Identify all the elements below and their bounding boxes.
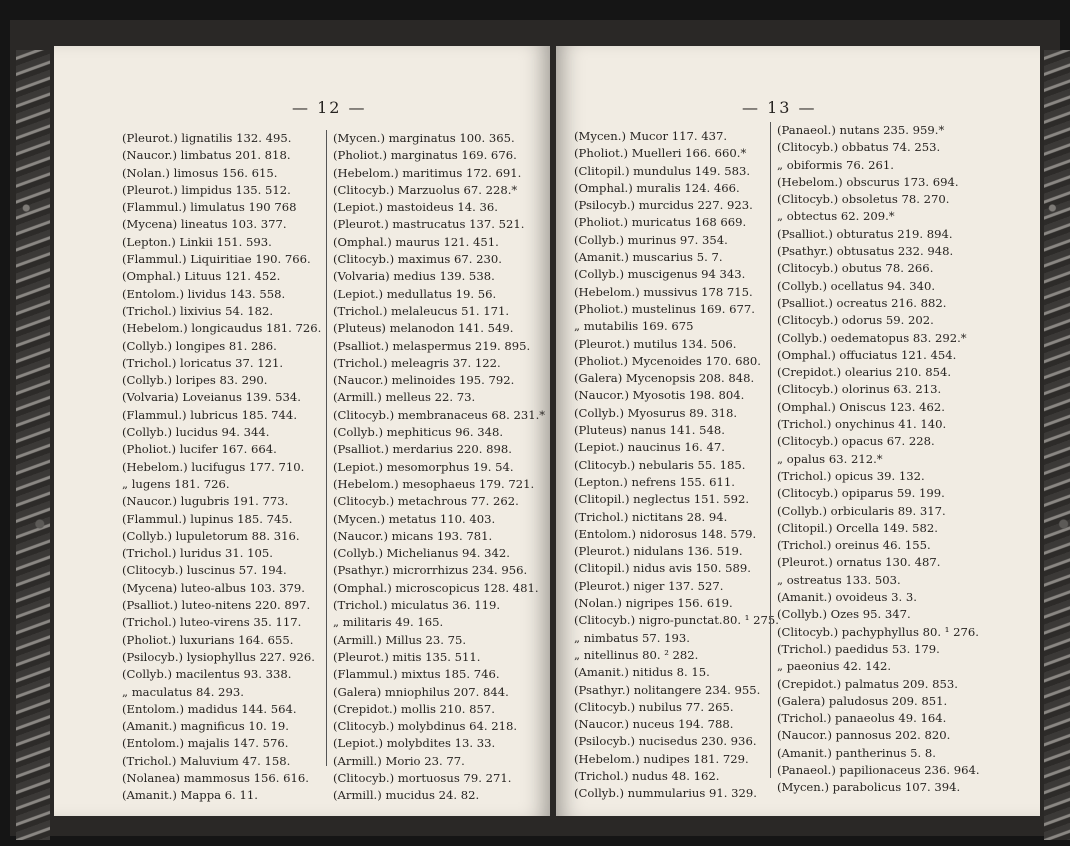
index-entry: (Psalliot.) melaspermus 219. 895. — [333, 338, 531, 353]
index-entry: (Clitocyb.) obbatus 74. 253. — [777, 140, 941, 155]
index-entry: (Pholiot.) Mycenoides 170. 680. — [574, 353, 761, 368]
index-entry: (Naucor.) nuceus 194. 788. — [574, 717, 734, 732]
index-entry: (Clitocyb.) nebularis 55. 185. — [574, 457, 746, 472]
index-entry: (Clitopil.) Orcella 149. 582. — [777, 520, 938, 535]
index-entry: (Mycena) lineatus 103. 377. — [122, 217, 287, 232]
index-entry: (Lepiot.) naucinus 16. 47. — [574, 440, 725, 455]
index-entry: (Pholiot.) Muelleri 166. 660.* — [574, 146, 747, 161]
index-entry: (Psilocyb.) nucisedus 230. 936. — [574, 734, 757, 749]
index-entry: (Clitocyb.) nigro-punctat.80. ¹ 275. — [574, 613, 779, 628]
index-entry: (Clitocyb.) membranaceus 68. 231.* — [333, 407, 546, 422]
index-entry: (Collyb.) ocellatus 94. 340. — [777, 278, 936, 293]
index-entry: (Volvaria) medius 139. 538. — [333, 269, 495, 284]
index-entry: (Psathyr.) nolitangere 234. 955. — [574, 682, 761, 697]
index-entry: (Pholiot.) mustelinus 169. 677. — [574, 301, 755, 316]
index-entry: (Flammul.) lupinus 185. 745. — [122, 511, 293, 526]
index-entry: (Amanit.) magnificus 10. 19. — [122, 719, 289, 734]
index-entry: (Naucor.) lugubris 191. 773. — [122, 494, 289, 509]
index-entry: (Clitopil.) nidus avis 150. 589. — [574, 561, 751, 576]
index-entry: (Amanit.) ovoideus 3. 3. — [777, 590, 917, 605]
index-entry: (Hebelom.) maritimus 172. 691. — [333, 165, 522, 180]
index-entry: (Pholiot.) marginatus 169. 676. — [333, 148, 517, 163]
index-entry: (Naucor.) micans 193. 781. — [333, 528, 493, 543]
index-entry: (Psalliot.) merdarius 220. 898. — [333, 442, 512, 457]
index-entry: (Trichol.) loricatus 37. 121. — [122, 355, 284, 370]
index-entry: „ paeonius 42. 142. — [777, 659, 892, 674]
index-entry: (Trichol.) oreinus 46. 155. — [777, 538, 931, 553]
index-entry: (Psalliot.) ocreatus 216. 882. — [777, 295, 947, 310]
index-entry: (Lepiot.) medullatus 19. 56. — [333, 286, 497, 301]
index-entry: (Flammul.) Liquiritiae 190. 766. — [122, 252, 311, 267]
index-entry: (Collyb.) lupuletorum 88. 316. — [122, 528, 300, 543]
index-entry: (Lepton.) nefrens 155. 611. — [574, 474, 735, 489]
index-entry: (Naucor.) pannosus 202. 820. — [777, 728, 951, 743]
index-entry: „ mutabilis 169. 675 — [574, 319, 694, 334]
index-column-right-2 — [770, 122, 980, 795]
index-entry: (Amanit.) Mappa 6. 11. — [122, 788, 258, 803]
marbled-edge-left — [16, 50, 50, 840]
index-entry: (Pleurot.) mastrucatus 137. 521. — [333, 217, 525, 232]
index-entry: (Trichol.) paedidus 53. 179. — [777, 641, 940, 656]
index-entry: (Entolom.) lividus 143. 558. — [122, 286, 286, 301]
page-left — [54, 46, 550, 816]
index-entry: (Mycen.) metatus 110. 403. — [333, 511, 496, 526]
index-entry: (Mycen.) parabolicus 107. 394. — [777, 780, 961, 795]
index-entry: (Galera) mniophilus 207. 844. — [333, 684, 509, 699]
index-entry: (Pleurot.) mitis 135. 511. — [333, 649, 481, 664]
index-entry: (Clitocyb.) obutus 78. 266. — [777, 261, 934, 276]
index-entry: (Collyb.) orbicularis 89. 317. — [777, 503, 946, 518]
index-entry: (Hebelom.) obscurus 173. 694. — [777, 174, 959, 189]
index-entry: (Trichol.) panaeolus 49. 164. — [777, 711, 947, 726]
index-entry: (Crepidot.) olearius 210. 854. — [777, 365, 952, 380]
index-entry: (Clitocyb.) metachrous 77. 262. — [333, 494, 519, 509]
index-column-left-1 — [122, 130, 321, 805]
index-entry: (Trichol.) luteo-virens 35. 117. — [122, 615, 302, 630]
index-entry: „ obiformis 76. 261. — [777, 157, 894, 172]
index-entry: (Pholiot.) lucifer 167. 664. — [122, 442, 277, 457]
index-entry: (Psalliot.) luteo-nitens 220. 897. — [122, 598, 311, 613]
index-entry: (Omphal.) offuciatus 121. 454. — [777, 347, 957, 362]
index-entry: (Armill.) Millus 23. 75. — [333, 632, 467, 647]
index-entry: (Omphal.) Oniscus 123. 462. — [777, 399, 945, 414]
book-spread — [10, 20, 1060, 836]
index-entry: (Volvaria) Loveianus 139. 534. — [122, 390, 301, 405]
index-entry: (Flammul.) mixtus 185. 746. — [333, 667, 500, 682]
index-entry: (Trichol.) onychinus 41. 140. — [777, 417, 947, 432]
index-entry: (Pluteus) nanus 141. 548. — [574, 423, 725, 438]
index-entry: (Clitocyb.) odorus 59. 202. — [777, 313, 934, 328]
index-entry: (Collyb.) Myosurus 89. 318. — [574, 405, 738, 420]
index-entry: (Pleurot.) ornatus 130. 487. — [777, 555, 941, 570]
index-entry: (Armill.) mucidus 24. 82. — [333, 788, 480, 803]
index-entry: (Clitocyb.) opiparus 59. 199. — [777, 486, 945, 501]
index-entry: „ nitellinus 80. ² 282. — [574, 647, 699, 662]
index-entry: (Flammul.) limulatus 190 768 — [122, 200, 297, 215]
index-entry: (Mycena) luteo-albus 103. 379. — [122, 580, 305, 595]
index-entry: (Naucor.) limbatus 201. 818. — [122, 148, 291, 163]
index-entry: (Collyb.) Michelianus 94. 342. — [333, 546, 510, 561]
index-entry: (Pleurot.) nidulans 136. 519. — [574, 544, 743, 559]
index-entry: (Pluteus) melanodon 141. 549. — [333, 321, 514, 336]
index-entry: (Panaeol.) nutans 235. 959.* — [777, 123, 945, 137]
index-entry: (Trichol.) lixivius 54. 182. — [122, 303, 274, 318]
index-entry: (Omphal.) microscopicus 128. 481. — [333, 580, 539, 595]
index-entry: (Collyb.) longipes 81. 286. — [122, 338, 277, 353]
index-entry: (Pleurot.) lignatilis 132. 495. — [122, 131, 292, 145]
index-entry: (Clitocyb.) Marzuolus 67. 228.* — [333, 182, 518, 197]
index-entry: (Clitocyb.) molybdinus 64. 218. — [333, 719, 518, 734]
index-entry: (Entolom.) majalis 147. 576. — [122, 736, 289, 751]
index-entry: (Entolom.) madidus 144. 564. — [122, 701, 297, 716]
index-entry: (Psathyr.) microrrhizus 234. 956. — [333, 563, 528, 578]
index-entry: (Clitocyb.) opacus 67. 228. — [777, 434, 935, 449]
index-entry: (Psilocyb.) murcidus 227. 923. — [574, 198, 753, 213]
index-entry: (Panaeol.) papilionaceus 236. 964. — [777, 762, 980, 777]
index-entry: (Clitopil.) mundulus 149. 583. — [574, 163, 751, 178]
index-entry: (Hebelom.) lucifugus 177. 710. — [122, 459, 305, 474]
index-entry: (Trichol.) luridus 31. 105. — [122, 546, 273, 561]
index-entry: (Trichol.) opicus 39. 132. — [777, 468, 925, 483]
index-entry: (Collyb.) lucidus 94. 344. — [122, 425, 270, 440]
index-entry: (Pholiot.) luxurians 164. 655. — [122, 632, 294, 647]
index-entry: (Omphal.) muralis 124. 466. — [574, 180, 740, 195]
index-entry: (Clitopil.) neglectus 151. 592. — [574, 492, 750, 507]
index-entry: (Psilocyb.) lysiophyllus 227. 926. — [122, 649, 315, 664]
index-entry: (Lepiot.) molybdites 13. 33. — [333, 736, 496, 751]
index-entry: (Omphal.) maurus 121. 451. — [333, 234, 499, 249]
index-entry: (Collyb.) oedematopus 83. 292.* — [777, 330, 967, 345]
index-entry: (Nolanea) mammosus 156. 616. — [122, 770, 309, 785]
index-entry: „ obtectus 62. 209.* — [777, 209, 895, 224]
index-entry: (Lepiot.) mastoideus 14. 36. — [333, 200, 498, 215]
index-entry: (Clitocyb.) luscinus 57. 194. — [122, 563, 287, 578]
marbled-edge-right — [1044, 50, 1070, 840]
index-entry: (Hebelom.) mussivus 178 715. — [574, 284, 753, 299]
index-entry: (Armill.) melleus 22. 73. — [333, 390, 476, 405]
index-entry: (Naucor.) Myosotis 198. 804. — [574, 388, 745, 403]
index-entry: (Trichol.) nictitans 28. 94. — [574, 509, 728, 524]
index-entry: (Collyb.) loripes 83. 290. — [122, 373, 268, 388]
index-entry: „ ostreatus 133. 503. — [777, 572, 901, 587]
index-entry: (Collyb.) muscigenus 94 343. — [574, 267, 746, 282]
index-entry: „ militaris 49. 165. — [333, 615, 444, 630]
index-entry: (Clitocyb.) maximus 67. 230. — [333, 252, 502, 267]
page-right — [556, 46, 1040, 816]
index-entry: (Pleurot.) mutilus 134. 506. — [574, 336, 737, 351]
index-entry: (Galera) Mycenopsis 208. 848. — [574, 371, 755, 386]
index-entry: (Crepidot.) mollis 210. 857. — [333, 701, 495, 716]
index-entry: (Trichol.) meleagris 37. 122. — [333, 355, 501, 370]
index-entry: (Flammul.) lubricus 185. 744. — [122, 407, 297, 422]
index-entry: „ opalus 63. 212.* — [777, 451, 883, 466]
index-entry: (Trichol.) miculatus 36. 119. — [333, 598, 501, 613]
index-entry: (Collyb.) nummularius 91. 329. — [574, 786, 757, 801]
index-entry: (Crepidot.) palmatus 209. 853. — [777, 676, 958, 691]
index-entry: (Amanit.) pantherinus 5. 8. — [777, 745, 936, 760]
index-entry: (Mycen.) Mucor 117. 437. — [574, 129, 728, 143]
index-entry: (Trichol.) melaleucus 51. 171. — [333, 303, 510, 318]
index-entry: (Hebelom.) mesophaeus 179. 721. — [333, 476, 535, 491]
index-entry: (Amanit.) muscarius 5. 7. — [574, 250, 723, 265]
page-number: — 13 — — [742, 98, 817, 117]
index-entry: (Pholiot.) muricatus 168 669. — [574, 215, 747, 230]
index-entry: (Clitocyb.) olorinus 63. 213. — [777, 382, 942, 397]
index-entry: „ maculatus 84. 293. — [122, 684, 244, 699]
index-entry: (Pleurot.) limpidus 135. 512. — [122, 182, 291, 197]
index-entry: (Clitocyb.) pachyphyllus 80. ¹ 276. — [777, 624, 979, 639]
index-entry: (Hebelom.) longicaudus 181. 726. — [122, 321, 322, 336]
index-entry: (Armill.) Morio 23. 77. — [333, 753, 465, 768]
index-entry: (Hebelom.) nudipes 181. 729. — [574, 751, 749, 766]
index-entry: (Nolan.) nigripes 156. 619. — [574, 596, 733, 611]
index-entry: (Trichol.) nudus 48. 162. — [574, 768, 720, 783]
index-entry: (Collyb.) Ozes 95. 347. — [777, 607, 911, 622]
index-entry: (Lepton.) Linkii 151. 593. — [122, 234, 272, 249]
index-entry: (Collyb.) macilentus 93. 338. — [122, 667, 292, 682]
index-entry: (Pleurot.) niger 137. 527. — [574, 578, 724, 593]
index-entry: (Collyb.) mephiticus 96. 348. — [333, 425, 504, 440]
index-column-right-1 — [574, 128, 779, 803]
index-entry: (Entolom.) nidorosus 148. 579. — [574, 526, 757, 541]
index-entry: (Collyb.) murinus 97. 354. — [574, 232, 728, 247]
index-entry: (Clitocyb.) nubilus 77. 265. — [574, 699, 734, 714]
page-number: — 12 — — [292, 98, 367, 117]
index-entry: (Galera) paludosus 209. 851. — [777, 693, 948, 708]
index-entry: „ lugens 181. 726. — [122, 476, 230, 491]
index-entry: (Naucor.) melinoides 195. 792. — [333, 373, 515, 388]
index-column-left-2 — [326, 130, 546, 803]
index-entry: (Omphal.) Lituus 121. 452. — [122, 269, 281, 284]
index-entry: (Clitocyb.) obsoletus 78. 270. — [777, 192, 950, 207]
index-entry: (Psalliot.) obturatus 219. 894. — [777, 226, 953, 241]
index-entry: (Nolan.) limosus 156. 615. — [122, 165, 278, 180]
index-entry: (Clitocyb.) mortuosus 79. 271. — [333, 770, 512, 785]
index-entry: (Mycen.) marginatus 100. 365. — [333, 131, 515, 145]
index-entry: (Trichol.) Maluvium 47. 158. — [122, 753, 291, 768]
index-entry: (Lepiot.) mesomorphus 19. 54. — [333, 459, 514, 474]
index-entry: (Psathyr.) obtusatus 232. 948. — [777, 244, 954, 259]
index-entry: (Amanit.) nitidus 8. 15. — [574, 665, 710, 680]
index-entry: „ nimbatus 57. 193. — [574, 630, 690, 645]
